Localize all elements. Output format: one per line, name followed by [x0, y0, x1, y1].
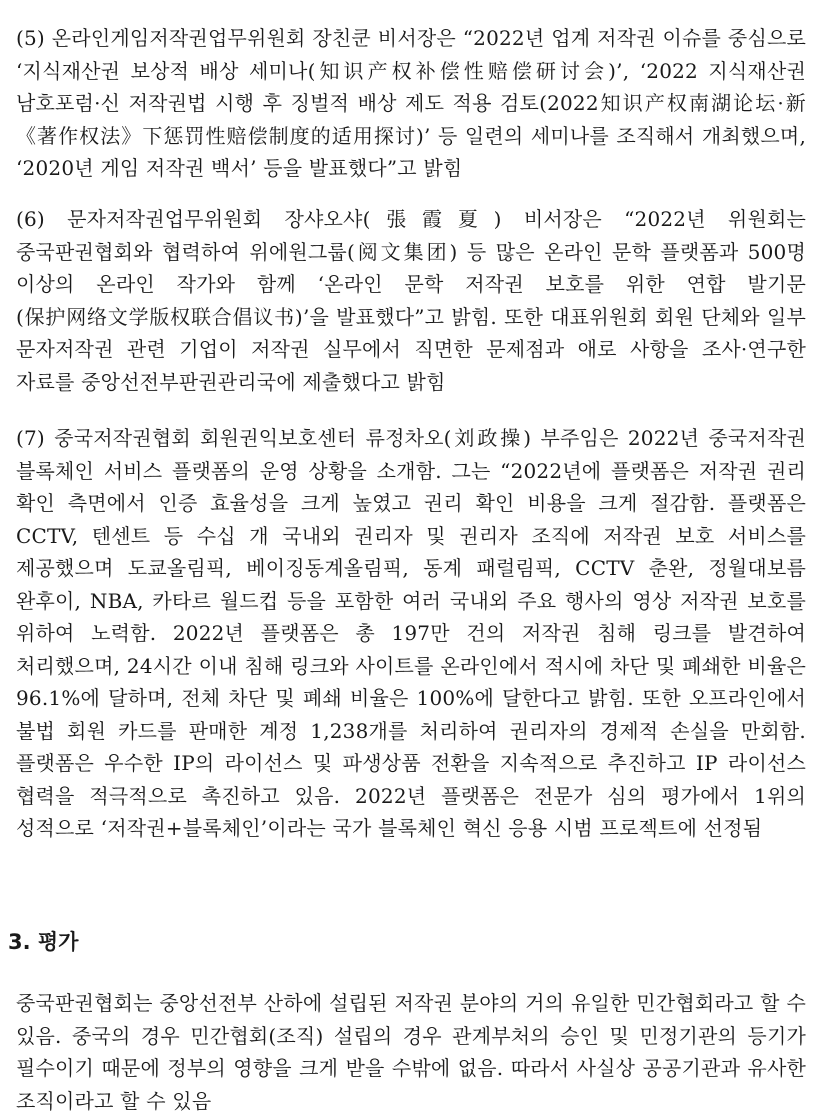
paragraph-5-online-game-committee: (5) 온라인게임저작권업무위원회 장친쿤 비서장은 “2022년 업계 저작권 이슈를 중심으로 ‘지식재산권 보상적 배상 세미나(知识产权补偿性赔偿研讨会)’, ‘2022 지식재산권 남호포럼·신 저작권법 시행 후 징벌적 배상 제도 적용 검토(2022知识产权南湖论坛·新《著作权法》下惩罚性赔偿制度的适用探讨)’ 등 일련의 세미나를 조직해서 개최했으며, ‘2020년 게임 저작권 백서’ 등을 발표했다”고 밝힘	[16, 26, 806, 180]
paragraph-6-text-copyright-committee: (6) 문자저작권업무위원회 장샤오샤(張霞夏) 비서장은 “2022년 위원회는 중국판권협회와 협력하여 위에원그룹(阅文集团) 등 많은 온라인 문학 플랫폼과 500명 이상의 온라인 작가와 함께 ‘온라인 문학 저작권 보호를 위한 연합 발기문(保护网络文学版权联合倡议书)’을 발표했다”고 밝힘. 또한 대표위원회 회원 단체와 일부 문자저작권 관련 기업이 저작권 실무에서 직면한 문제점과 애로 사항을 조사·연구한 자료를 중앙선전부판권관리국에 제출했다고 밝힘	[16, 207, 806, 394]
paragraph-7-blockchain-platform: (7) 중국저작권협회 회원권익보호센터 류정차오(刘政操) 부주임은 2022년 중국저작권 블록체인 서비스 플랫폼의 운영 상황을 소개함. 그는 “2022년에 플랫폼은 저작권 권리 확인 측면에서 인증 효율성을 크게 높였고 권리 확인 비용을 크게 절감함. 플랫폼은 CCTV, 텐센트 등 수십 개 국내외 권리자 및 권리자 조직에 저작권 보호 서비스를 제공했으며 도쿄올림픽, 베이징동계올림픽, 동계 패럴림픽, CCTV 춘완, 정월대보름 완후이, NBA, 카타르 월드컵 등을 포함한 여러 국내외 주요 행사의 영상 저작권 보호를 위하여 노력함. 2022년 플랫폼은 총 197만 건의 저작권 침해 링크를 발견하여 처리했으며, 24시간 이내 침해 링크와 사이트를 온라인에서 적시에 차단 및 폐쇄한 비율은 96.1%에 달하며, 전체 차단 및 폐쇄 비율은 100%에 달한다고 밝힘. 또한 오프라인에서 불법 회원 카드를 판매한 계정 1,238개를 처리하여 권리자의 경제적 손실을 만회함. 플랫폼은 우수한 IP의 라이선스 및 파생상품 전환을 지속적으로 추진하고 IP 라이선스 협력을 적극적으로 촉진하고 있음. 2022년 플랫폼은 전문가 심의 평가에서 1위의 성적으로 ‘저작권+블록체인’이라는 국가 블록체인 혁신 응용 시범 프로젝트에 선정됨	[16, 426, 806, 840]
paragraph-evaluation-body: 중국판권협회는 중앙선전부 산하에 설립된 저작권 분야의 거의 유일한 민간협회라고 할 수 있음. 중국의 경우 민간협회(조직) 설립의 경우 관계부처의 승인 및 민정기관의 등기가 필수이기 때문에 정부의 영향을 크게 받을 수밖에 없음. 따라서 사실상 공공기관과 유사한 조직이라고 할 수 있음	[16, 991, 806, 1113]
section-heading-evaluation: 3. 평가	[8, 930, 79, 954]
